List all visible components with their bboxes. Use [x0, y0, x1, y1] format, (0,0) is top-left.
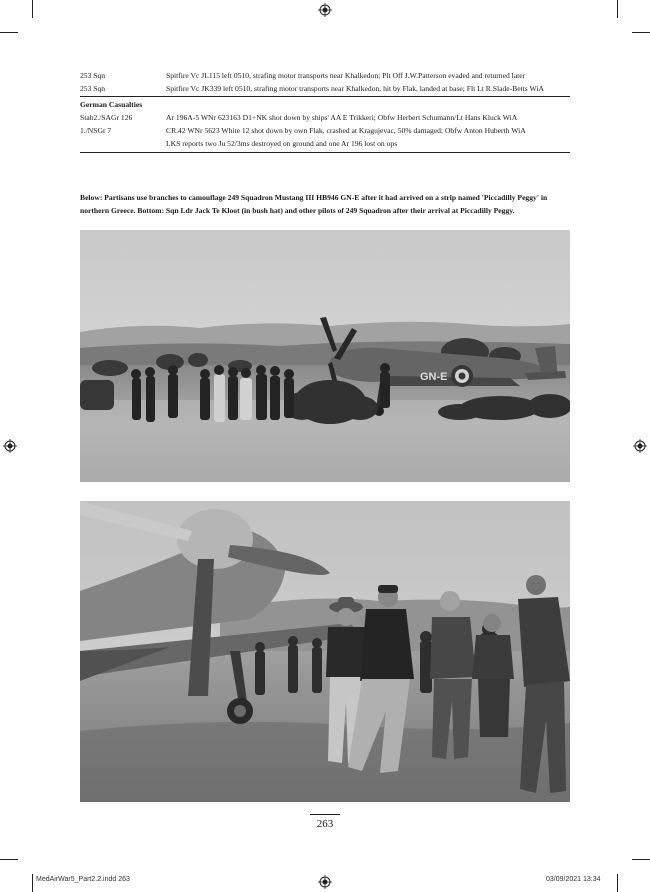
photo-pilots-piccadilly-peggy	[80, 501, 570, 802]
details-cell: Spitfire Vc JK339 left 0510, strafing motor transports near Khalkedon, hit by Flak, landed at base; Flt Lt R.Slade-Betts WiA	[166, 84, 544, 93]
photo-caption: Below: Partisans use branches to camouflage 249 Squadron Mustang III HB946 GN-E after it had arrived on a strip named 'Piccadilly Peggy' in northern Greece. Bottom: Sqn Ldr Jack Te Kloot (in bush hat) and other pilots of 249 Squadron after their arrival at Piccadilly Peggy.	[80, 193, 548, 215]
crop-mark	[617, 874, 618, 892]
details-cell: Ar 196A-5 WNr 623163 D1+NK shot down by ships' AA E Trikkeri; Obfw Herbert Schumann/Lt Hans Kluck WiA	[166, 113, 518, 122]
registration-mark-icon	[318, 3, 332, 17]
unit-cell: 253 Sqn	[80, 71, 106, 80]
unit-cell: 253 Sqn	[80, 84, 106, 93]
slug-filename: MedAirWar5_Part2.2.indd 263	[36, 876, 130, 883]
registration-mark-icon	[633, 439, 647, 453]
aircraft-code: GN-E	[420, 371, 448, 383]
table-row	[80, 69, 570, 82]
crop-mark	[632, 859, 650, 860]
crop-mark	[0, 32, 18, 33]
crop-mark	[32, 0, 33, 18]
casualty-table	[80, 69, 570, 153]
table-row	[80, 124, 570, 137]
details-cell: CR.42 WNr 5623 White 12 shot down by own Flak, crashed at Kragujevac, 50% damaged; Obfw Anton Huberth WiA	[166, 126, 526, 135]
photo-mustang-camouflage	[80, 230, 570, 482]
registration-mark-icon	[318, 875, 332, 889]
details-cell: Spitfire Vc JL115 left 0510, strafing motor transports near Khalkedon; Plt Off J.W.Patterson evaded and returned later	[166, 71, 526, 80]
details-cell: LKS reports two Ju 52/3ms destroyed on ground and one Ar 196 lost on ops	[166, 139, 398, 148]
crop-mark	[32, 874, 33, 892]
crop-mark	[632, 32, 650, 33]
german-casualties-heading: German Casualties	[80, 100, 143, 109]
table-divider	[80, 96, 570, 97]
table-row	[80, 82, 570, 95]
table-row	[80, 111, 570, 124]
page-number: 263	[316, 818, 334, 830]
table-section-heading	[80, 98, 570, 111]
table-divider	[80, 152, 570, 153]
crop-mark	[617, 0, 618, 18]
unit-cell: 1./NSGr 7	[80, 126, 112, 135]
unit-cell	[80, 137, 166, 150]
slug-datetime: 03/09/2021 13:34	[546, 876, 601, 883]
crop-mark	[0, 859, 18, 860]
page-number-rule	[310, 814, 340, 815]
registration-mark-icon	[3, 439, 17, 453]
unit-cell: Stab2./SAGr 126	[80, 113, 133, 122]
table-row	[80, 137, 570, 150]
